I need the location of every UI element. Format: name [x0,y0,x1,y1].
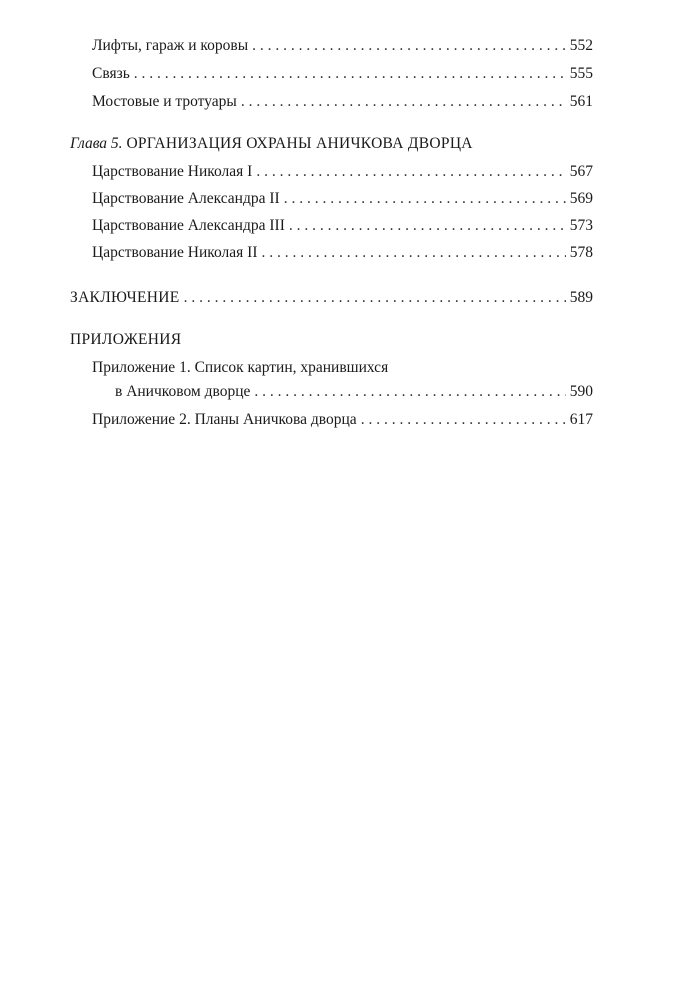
toc-entry-page: 578 [569,244,593,261]
toc-leader-dots [254,382,565,402]
toc-leader-dots [256,162,565,182]
chapter-heading [70,134,473,154]
appendices-heading: ПРИЛОЖЕНИЯ [70,331,182,348]
toc-entry-title: Царствование Николая I [92,163,253,180]
toc-entry-page: 569 [569,190,593,207]
toc-entry-page: 590 [569,383,593,400]
toc-leader-dots [289,216,566,236]
toc-entry-title: Царствование Николая II [92,244,258,261]
toc-entry-page: 552 [569,37,593,54]
toc-entry-title: Приложение 2. Планы Аничкова дворца [92,411,357,428]
toc-leader-dots [262,243,566,263]
chapter-prefix: Глава 5. [70,135,123,152]
toc-leader-dots [184,288,566,308]
toc-entry [115,382,593,402]
toc-entry-page: 617 [569,411,593,428]
toc-leader-dots [252,36,566,56]
toc-entry [92,36,593,56]
toc-leader-dots [241,92,566,112]
toc-entry-title-line1: Приложение 1. Список картин, хранившихся [92,359,389,376]
toc-entry [92,410,593,430]
toc-leader-dots [361,410,566,430]
toc-entry-page: 561 [569,93,593,110]
toc-entry-title: Связь [92,65,130,82]
toc-entry [92,92,593,112]
toc-entry-page: 567 [569,163,593,180]
toc-entry-title: Лифты, гараж и коровы [92,37,249,54]
toc-entry [92,243,593,263]
toc-entry-title: Мостовые и тротуары [92,93,237,110]
toc-entry-page: 573 [569,217,593,234]
toc-entry-title-line2: в Аничковом дворце [115,383,251,400]
toc-entry [92,216,593,236]
toc-entry-page: 555 [569,65,593,82]
toc-leader-dots [284,189,566,209]
toc-entry-title: Царствование Александра II [92,190,280,207]
toc-entry [92,64,593,84]
toc-leader-dots [134,64,566,84]
toc-entry-title: ЗАКЛЮЧЕНИЕ [70,289,180,306]
toc-entry-page: 589 [569,289,593,306]
toc-entry [92,162,593,182]
toc-entry-conclusion [70,288,593,308]
chapter-title: ОРГАНИЗАЦИЯ ОХРАНЫ АНИЧКОВА ДВОРЦА [126,135,473,152]
toc-entry-title: Царствование Александра III [92,217,285,234]
toc-entry [92,189,593,209]
